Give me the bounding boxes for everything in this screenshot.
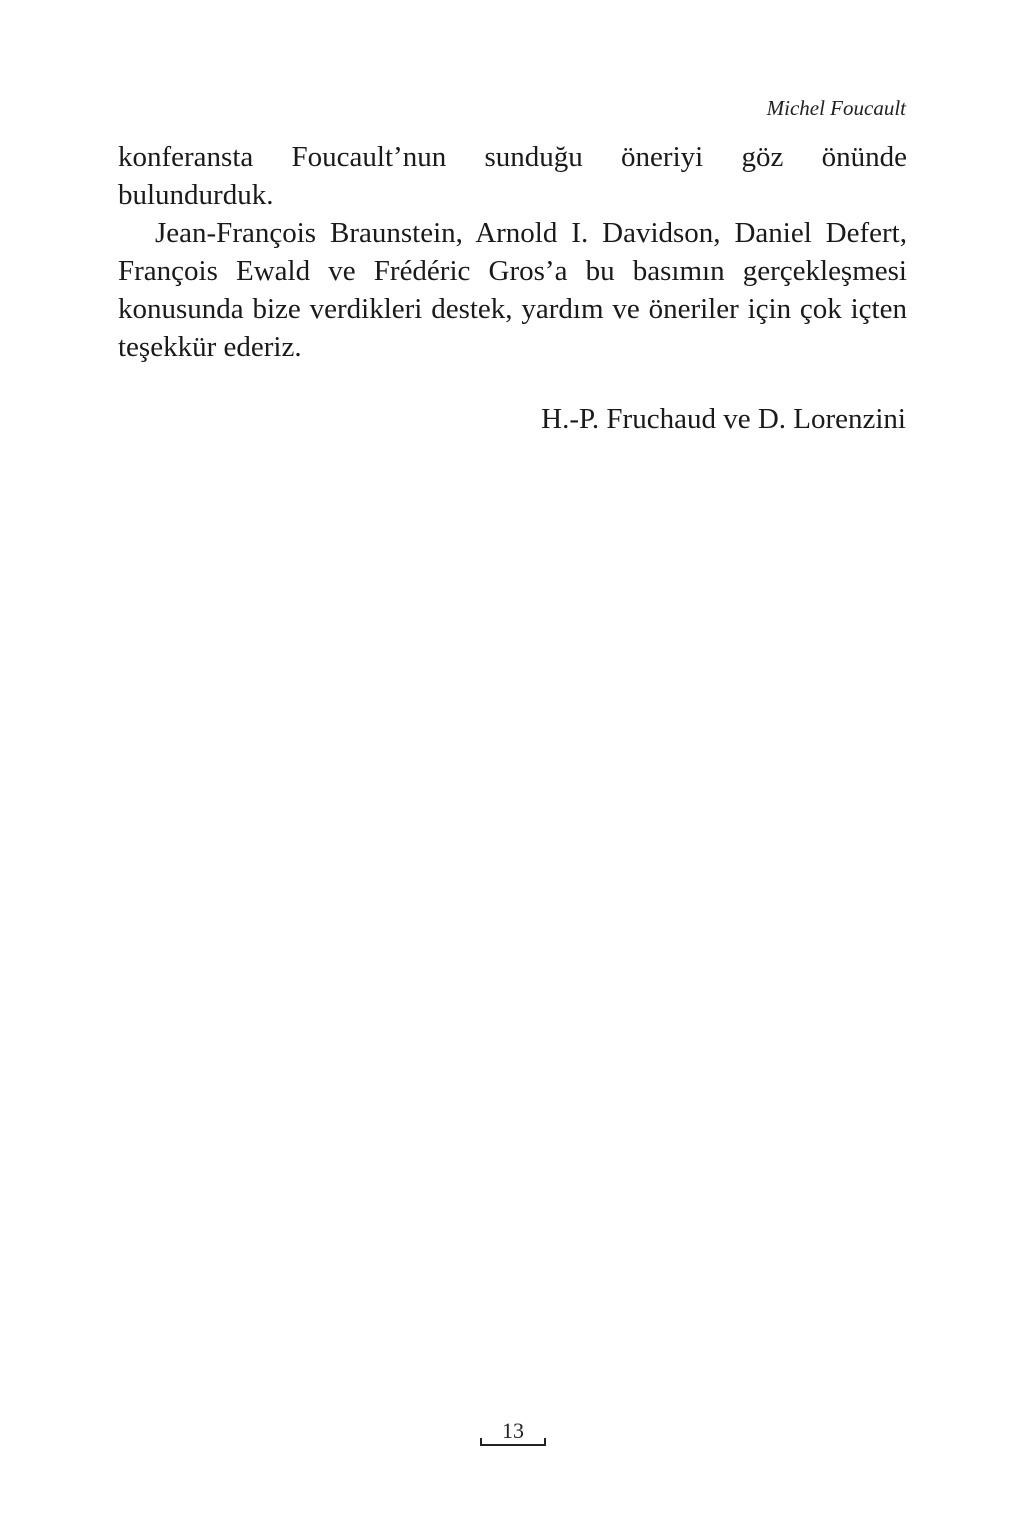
paragraph: Jean-François Braunstein, Arnold I. Davidson, Daniel Defert, François Ewald ve Frédéric Gros’a bu basımın gerçekleşmesi konusunda bize verdikleri destek, yardım ve öneriler için çok içten teşekkür ederiz. [118,217,907,363]
page-number-rule-tick [480,1438,482,1446]
page-number-rule-tick [544,1438,546,1446]
paragraph: konferansta Foucault’nun sunduğu öneriyi göz önünde bulundurduk. [118,141,907,211]
running-header: Michel Foucault [766,96,906,120]
page-number-rule [480,1444,546,1446]
signature: H.-P. Fruchaud ve D. Lorenzini [541,403,906,435]
page-footer [480,1418,546,1448]
page-number: 13 [502,1418,524,1443]
body-text [118,138,907,366]
